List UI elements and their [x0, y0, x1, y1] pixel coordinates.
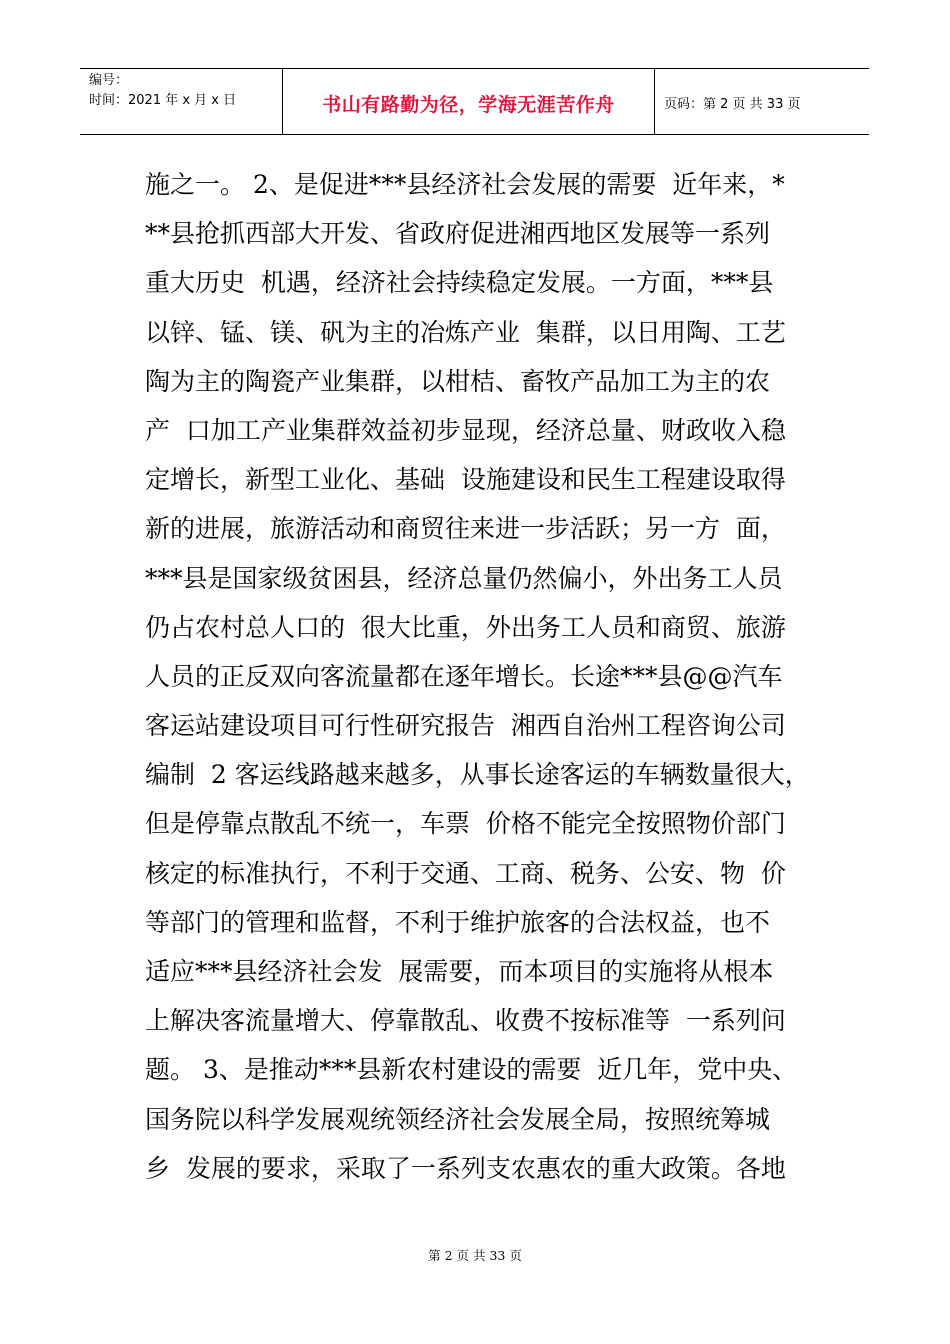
text-line: 编制 2 客运线路越来越多，从事长途客运的车辆数量很大，	[145, 760, 810, 790]
number-label: 编号：	[89, 73, 129, 88]
text-line: 仍占农村总人口的 很大比重，外出务工人员和商贸、旅游	[145, 612, 786, 642]
text-line: 国务院以科学发展观统领经济社会发展全局，按照统筹城	[145, 1104, 771, 1134]
text-line: **县抢抓西部大开发、省政府促进湘西地区发展等一系列	[145, 219, 771, 249]
text-line: ***县是国家级贫困县，经济总量仍然偏小，外出务工人员	[145, 563, 783, 593]
text-line: 重大历史 机遇，经济社会持续稳定发展。一方面，***县	[145, 268, 774, 298]
text-line: 客运站建设项目可行性研究报告 湘西自治州工程咨询公司	[145, 711, 786, 741]
text-line: 题。 3、是推动***县新农村建设的需要 近几年，党中央、	[145, 1055, 798, 1085]
header-page-info: 页码：第 2 页 共 33 页	[664, 97, 801, 112]
page-header	[80, 68, 869, 135]
text-line: 定增长，新型工业化、基础 设施建设和民生工程建设取得	[145, 465, 786, 495]
header-motto: 书山有路勤为径，学海无涯苦作舟	[283, 69, 655, 134]
text-line: 上解决客流量增大、停靠散乱、收费不按标准等 一系列问	[145, 1006, 786, 1036]
text-line: 以锌、锰、镁、矾为主的冶炼产业 集群，以日用陶、工艺	[145, 317, 786, 347]
text-line: 但是停靠点散乱不统一，车票 价格不能完全按照物价部门	[145, 809, 786, 839]
document-body	[145, 160, 820, 1193]
text-line: 产 口加工产业集群效益初步显现，经济总量、财政收入稳	[145, 415, 786, 445]
text-line: 等部门的管理和监督，不利于维护旅客的合法权益，也不	[145, 907, 771, 937]
text-line: 人员的正反双向客流量都在逐年增长。长途***县@@汽车	[145, 661, 783, 691]
text-line: 施之一。 2、是促进***县经济社会发展的需要 近年来，*	[145, 170, 785, 199]
header-meta	[80, 69, 283, 134]
text-line: 新的进展，旅游活动和商贸往来进一步活跃；另一方 面，	[145, 514, 786, 544]
text-line: 适应***县经济社会发 展需要，而本项目的实施将从根本	[145, 957, 774, 986]
text-line: 陶为主的陶瓷产业集群，以柑桔、畜牧产品加工为主的农	[145, 366, 771, 396]
text-line: 核定的标准执行，不利于交通、工商、税务、公安、物 价	[145, 858, 786, 888]
time-label: 时间：2021 年 x 月 x 日	[89, 93, 237, 108]
text-line: 乡 发展的要求，采取了一系列支农惠农的重大政策。各地	[145, 1153, 786, 1183]
page-footer: 第 2 页 共 33 页	[428, 1248, 522, 1263]
